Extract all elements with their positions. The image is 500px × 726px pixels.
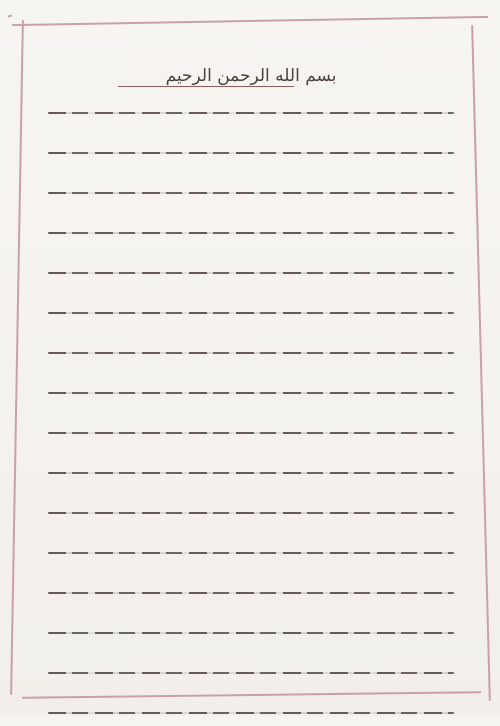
ink-line-mark (48, 672, 454, 674)
ink-line-mark (48, 112, 454, 114)
ink-line-mark (48, 192, 454, 194)
manuscript-line (48, 218, 454, 246)
ink-line-mark (48, 352, 454, 354)
ink-line-mark (48, 272, 454, 274)
ink-line-mark (48, 632, 454, 634)
ink-line-mark (48, 472, 454, 474)
basmala-heading: بسم الله الرحمن الرحيم (165, 66, 337, 86)
manuscript-line (48, 298, 454, 326)
manuscript-line (48, 98, 454, 126)
manuscript-line (48, 178, 454, 206)
ink-line-mark (48, 392, 454, 394)
manuscript-line (48, 618, 454, 646)
manuscript-line (48, 338, 454, 366)
manuscript-line (48, 498, 454, 526)
ink-line-mark (48, 152, 454, 154)
frame-top-left (8, 15, 12, 18)
frame-top (12, 16, 488, 26)
ink-line-mark (48, 552, 454, 554)
ink-line-mark (48, 712, 454, 714)
ink-line-mark (48, 512, 454, 514)
manuscript-line (48, 578, 454, 606)
manuscript-line (48, 418, 454, 446)
manuscript-text-block (48, 60, 454, 660)
manuscript-line (48, 258, 454, 286)
manuscript-line (48, 458, 454, 486)
manuscript-line (48, 378, 454, 406)
frame-right (471, 25, 491, 701)
heading-rule (118, 86, 294, 87)
ink-line-mark (48, 432, 454, 434)
frame-left (10, 20, 24, 695)
ink-line-mark (48, 312, 454, 314)
manuscript-line (48, 138, 454, 166)
ink-line-mark (48, 592, 454, 594)
manuscript-line (48, 658, 454, 686)
manuscript-line (48, 698, 454, 726)
manuscript-line (48, 538, 454, 566)
ink-line-mark (48, 232, 454, 234)
